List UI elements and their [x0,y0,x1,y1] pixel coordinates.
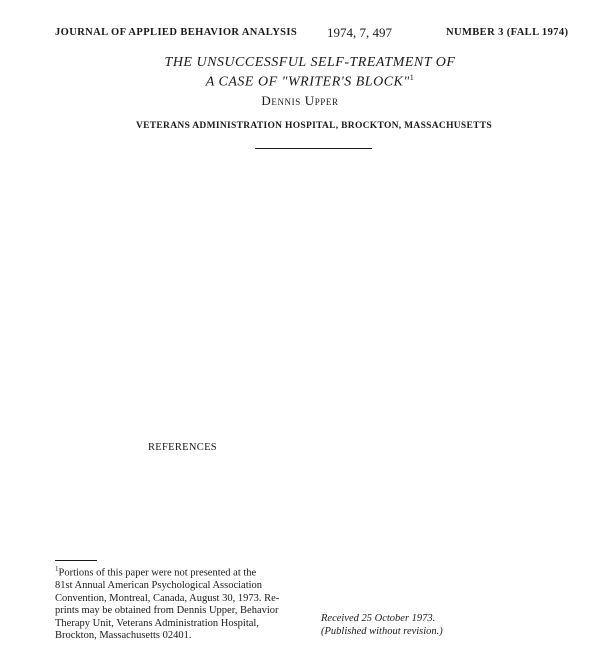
article-title-line-1: THE UNSUCCESSFUL SELF-TREATMENT OF [164,55,456,70]
footnote-line: prints may be obtained from Dennis Upper, Behavior [55,605,279,617]
footnote-line: 81st Annual American Psychological Association [55,580,263,592]
author-affiliation: VETERANS ADMINISTRATION HOSPITAL, BROCKTON, MASSACHUSETTS [135,121,492,131]
title-footnote-marker: 1 [409,73,415,82]
footnote-line-text: Portions of this paper were not presented at the [58,567,257,579]
article-title-line-2-text: A CASE OF "WRITER'S BLOCK" [205,74,410,90]
footnote-line: Brockton, Massachusetts 02401. [55,630,192,642]
author-name: Dennis Upper [261,93,339,108]
journal-name: JOURNAL OF APPLIED BEHAVIOR ANALYSIS [55,27,298,38]
received-note [321,613,443,638]
footnote-line [55,563,310,580]
title-divider [255,148,372,149]
publication-note: (Published without revision.) [321,625,443,637]
issue-number: NUMBER 3 (FALL 1974) [446,27,569,38]
footnote-line: Convention, Montreal, Canada, August 30, 1973. Re- [55,592,280,604]
footnote [55,563,310,643]
article-title-line-2 [10,73,600,91]
citation: 1974, 7, 497 [327,25,392,40]
references-heading: REFERENCES [148,442,217,453]
footnote-divider [55,560,97,561]
footnote-marker: 1 [55,565,59,573]
footnote-line: Therapy Unit, Veterans Administration Hospital, [55,617,259,629]
received-date: Received 25 October 1973. [321,613,436,624]
